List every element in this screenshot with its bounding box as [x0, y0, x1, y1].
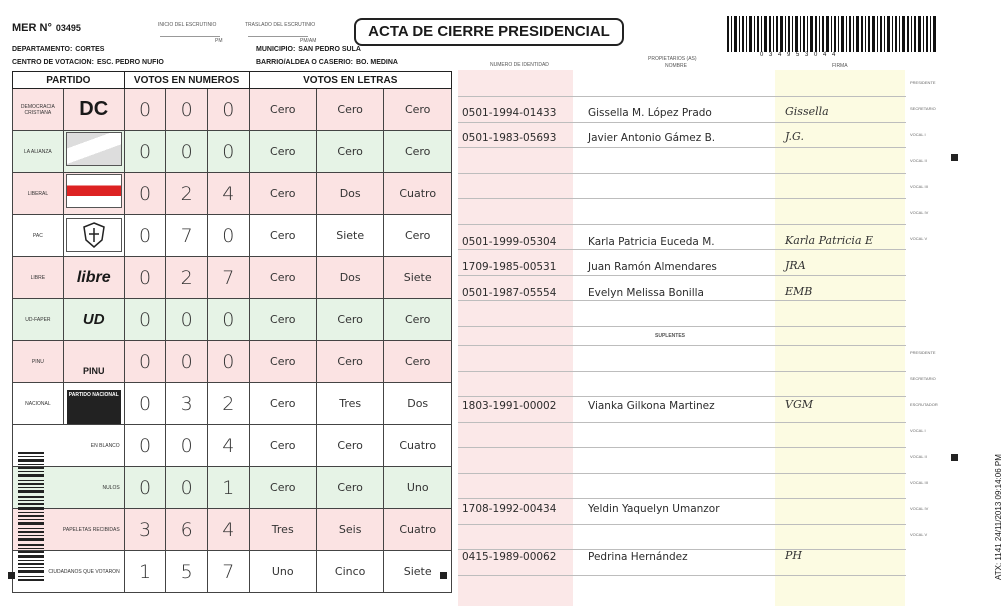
signature-line [458, 549, 906, 550]
vote-word: Cero [316, 89, 383, 131]
party-logo [63, 257, 124, 299]
vote-word: Tres [249, 509, 316, 551]
registration-mark [951, 154, 958, 161]
party-logo [63, 341, 124, 383]
vote-digit: 1 [207, 467, 249, 509]
party-row [13, 257, 452, 299]
vote-word: Cuatro [384, 425, 452, 467]
cargo-label: VOCAL II [910, 158, 927, 163]
row-label: NULOS [13, 467, 125, 509]
vote-word: Cero [316, 131, 383, 173]
vote-digit: 2 [166, 257, 208, 299]
vote-word: Uno [384, 467, 452, 509]
cargo-label: VOCAL III [910, 184, 928, 189]
signature-line [458, 524, 906, 525]
member-dni: 0415-1989-00062 [462, 551, 557, 563]
cargo-label: SECRETARIO [910, 376, 936, 381]
member-name: Javier Antonio Gámez B. [588, 132, 716, 144]
vote-word: Cero [249, 257, 316, 299]
signature-line [458, 224, 906, 225]
vote-word: Dos [316, 257, 383, 299]
cargo-label: VOCAL IV [910, 210, 929, 215]
member-signature: EMB [785, 285, 813, 298]
traslado-label: TRASLADO DEL ESCRUTINIO [245, 22, 316, 28]
party-logo [63, 299, 124, 341]
signature-line [458, 249, 906, 250]
member-name: Yeldin Yaquelyn Umanzor [588, 503, 720, 515]
signature-line [458, 447, 906, 448]
party-logo [63, 173, 124, 215]
propietarios-header: PROPIETARIOS (AS) [648, 56, 697, 62]
vote-digit: 2 [207, 383, 249, 425]
cargo-label: SECRETARIO [910, 106, 936, 111]
col-partido: PARTIDO [13, 72, 125, 89]
signature-line [458, 300, 906, 301]
traslado-pmam: PM/AM [300, 38, 317, 44]
firma-column-bg [775, 70, 905, 606]
vote-digit: 4 [207, 425, 249, 467]
vote-digit: 0 [124, 131, 166, 173]
party-logo-icon: PARTIDO NACIONAL [67, 390, 121, 424]
party-name: PINU [13, 341, 64, 383]
party-logo [63, 89, 124, 131]
dni-column-bg [458, 70, 573, 606]
registration-mark [440, 572, 447, 579]
vote-digit: 0 [166, 425, 208, 467]
col-firma-header: FIRMA [832, 63, 848, 69]
vote-word: Cuatro [384, 509, 452, 551]
centro-info: CENTRO DE VOTACION: ESC. PEDRO NUFIO [12, 59, 164, 66]
party-logo-icon: libre [76, 268, 111, 286]
signature-line [458, 422, 906, 423]
cargo-label: ESCRUTADOR [910, 402, 938, 407]
member-name: Karla Patricia Euceda M. [588, 236, 715, 248]
cargo-label: VOCAL II [910, 454, 927, 459]
vote-digit: 3 [166, 383, 208, 425]
party-row [13, 509, 452, 551]
page-title: ACTA DE CIERRE PRESIDENCIAL [354, 18, 624, 46]
party-logo-icon: PINU [82, 366, 105, 376]
party-name: DEMOCRACIA CRISTIANA [13, 89, 64, 131]
party-row [13, 341, 452, 383]
vote-word: Siete [384, 551, 452, 593]
mer-number: 03495 [55, 23, 81, 33]
vote-digit: 0 [207, 299, 249, 341]
vote-digit: 4 [207, 509, 249, 551]
inicio-label: INICIO DEL ESCRUTINIO [158, 22, 217, 28]
municipio-info: MUNICIPIO: SAN PEDRO SULA [256, 46, 361, 53]
vote-digit: 0 [124, 425, 166, 467]
party-row [13, 425, 452, 467]
col-dni-header: NUMERO DE IDENTIDAD [490, 62, 549, 68]
traslado-line [248, 36, 308, 37]
col-letras: VOTOS EN LETRAS [249, 72, 451, 89]
party-row [13, 383, 452, 425]
barrio-info: BARRIO/ALDEA O CASERIO: BO. MEDINA [256, 59, 398, 66]
vote-digit: 0 [124, 215, 166, 257]
party-logo-icon [66, 218, 122, 252]
vote-word: Cero [249, 425, 316, 467]
vote-digit: 7 [207, 257, 249, 299]
vote-digit: 2 [166, 173, 208, 215]
signature-line [458, 326, 906, 327]
departamento-info: DEPARTAMENTO: CORTES [12, 46, 105, 53]
party-name: NACIONAL [13, 383, 64, 425]
vote-word: Cero [384, 215, 452, 257]
vote-word: Cero [384, 299, 452, 341]
signature-line [458, 122, 906, 123]
member-signature: PH [785, 549, 802, 562]
party-row [13, 89, 452, 131]
cargo-label: VOCAL III [910, 480, 928, 485]
member-dni: 1803-1991-00002 [462, 400, 557, 412]
mer-label: MER N° 03495 [12, 22, 81, 34]
party-name: PAC [13, 215, 64, 257]
cargo-label: PRESIDENTE [910, 80, 936, 85]
party-name: LIBRE [13, 257, 64, 299]
cargo-label: VOCAL V [910, 532, 928, 537]
vote-word: Siete [384, 257, 452, 299]
registration-mark [8, 572, 15, 579]
party-name: UD-FAPER [13, 299, 64, 341]
barcode [727, 16, 937, 52]
party-logo [63, 131, 124, 173]
member-signature: Karla Patricia E [785, 234, 874, 247]
signature-line [458, 371, 906, 372]
signature-line [458, 96, 906, 97]
vote-word: Dos [384, 383, 452, 425]
cargo-label: VOCAL I [910, 428, 926, 433]
vote-word: Uno [249, 551, 316, 593]
vote-digit: 0 [207, 341, 249, 383]
votes-table [12, 71, 452, 593]
party-row [13, 299, 452, 341]
member-signature: Gissella [785, 105, 829, 118]
party-name: LIBERAL [13, 173, 64, 215]
party-row [13, 173, 452, 215]
member-name: Gissella M. López Prado [588, 107, 712, 119]
cargo-label: VOCAL I [910, 132, 926, 137]
member-name: Vianka Gilkona Martinez [588, 400, 715, 412]
signature-line [458, 345, 906, 346]
row-label: CIUDADANOS QUE VOTARON [13, 551, 125, 593]
registration-mark [951, 454, 958, 461]
vote-word: Cero [249, 89, 316, 131]
inicio-line [160, 36, 220, 37]
party-row [13, 131, 452, 173]
signature-line [458, 396, 906, 397]
suplentes-header: SUPLENTES [655, 333, 686, 339]
signature-line [458, 173, 906, 174]
member-name: Pedrina Hernández [588, 551, 688, 563]
cargo-label: PRESIDENTE [910, 350, 936, 355]
member-dni: 0501-1983-05693 [462, 132, 557, 144]
cargo-label: VOCAL V [910, 236, 928, 241]
vote-digit: 0 [124, 341, 166, 383]
vote-word: Cero [316, 341, 383, 383]
vote-digit: 0 [166, 299, 208, 341]
party-logo-icon: DC [79, 98, 109, 120]
member-signature: VGM [785, 398, 813, 411]
barcode-number: 0 3 4 9 5 3 0 4 4 [760, 52, 838, 58]
member-dni: 0501-1999-05304 [462, 236, 557, 248]
vote-word: Cero [316, 425, 383, 467]
party-logo [63, 383, 124, 425]
vote-word: Cero [384, 341, 452, 383]
signature-line [458, 473, 906, 474]
member-dni: 1708-1992-00434 [462, 503, 557, 515]
party-name: LA ALIANZA [13, 131, 64, 173]
vote-word: Cero [316, 467, 383, 509]
vote-digit: 0 [124, 467, 166, 509]
signature-line [458, 575, 906, 576]
vote-digit: 0 [207, 89, 249, 131]
vote-digit: 0 [124, 89, 166, 131]
vote-word: Cero [249, 341, 316, 383]
vote-word: Cero [249, 173, 316, 215]
vote-digit: 0 [207, 131, 249, 173]
vote-digit: 0 [124, 173, 166, 215]
vote-digit: 1 [124, 551, 166, 593]
vote-word: Dos [316, 173, 383, 215]
vote-word: Cuatro [384, 173, 452, 215]
party-logo-icon [66, 174, 122, 208]
cargo-label: VOCAL IV [910, 506, 929, 511]
inicio-pm: PM [215, 38, 223, 44]
member-dni: 0501-1994-01433 [462, 107, 557, 119]
vote-digit: 6 [166, 509, 208, 551]
party-row [13, 467, 452, 509]
vote-digit: 7 [166, 215, 208, 257]
vote-word: Cero [249, 383, 316, 425]
row-label: PAPELETAS RECIBIDAS [13, 509, 125, 551]
vote-digit: 7 [207, 551, 249, 593]
vote-word: Cero [249, 299, 316, 341]
party-row [13, 551, 452, 593]
vote-digit: 0 [124, 383, 166, 425]
member-signature: JRA [785, 259, 806, 272]
member-name: Evelyn Melissa Bonilla [588, 287, 704, 299]
vote-digit: 0 [166, 467, 208, 509]
vote-digit: 0 [166, 131, 208, 173]
row-label: EN BLANCO [13, 425, 125, 467]
member-dni: 1709-1985-00531 [462, 261, 557, 273]
vote-word: Cero [316, 299, 383, 341]
party-row [13, 215, 452, 257]
vote-word: Tres [316, 383, 383, 425]
vertical-stamp: ATX: 1141 24/11/2013 09:14:06 PM [994, 454, 1003, 580]
vote-word: Cero [249, 131, 316, 173]
signature-line [458, 198, 906, 199]
vote-word: Cero [384, 89, 452, 131]
vote-word: Seis [316, 509, 383, 551]
vote-digit: 4 [207, 173, 249, 215]
vote-word: Cinco [316, 551, 383, 593]
member-name: Juan Ramón Almendares [588, 261, 717, 273]
side-barcode [18, 452, 44, 582]
member-signature: J.G. [785, 130, 804, 143]
vote-word: Cero [384, 131, 452, 173]
vote-word: Cero [249, 467, 316, 509]
vote-digit: 0 [124, 257, 166, 299]
party-logo-icon: UD [82, 311, 105, 328]
party-logo-icon [66, 132, 122, 166]
party-logo [63, 215, 124, 257]
signature-line [458, 498, 906, 499]
vote-digit: 0 [166, 89, 208, 131]
vote-word: Cero [249, 215, 316, 257]
col-numeros: VOTOS EN NUMEROS [124, 72, 249, 89]
vote-digit: 0 [166, 341, 208, 383]
vote-digit: 0 [207, 215, 249, 257]
signature-line [458, 275, 906, 276]
vote-digit: 0 [124, 299, 166, 341]
vote-digit: 3 [124, 509, 166, 551]
vote-digit: 5 [166, 551, 208, 593]
vote-word: Siete [316, 215, 383, 257]
col-nombre-header: NOMBRE [665, 63, 687, 69]
member-dni: 0501-1987-05554 [462, 287, 557, 299]
signature-line [458, 147, 906, 148]
